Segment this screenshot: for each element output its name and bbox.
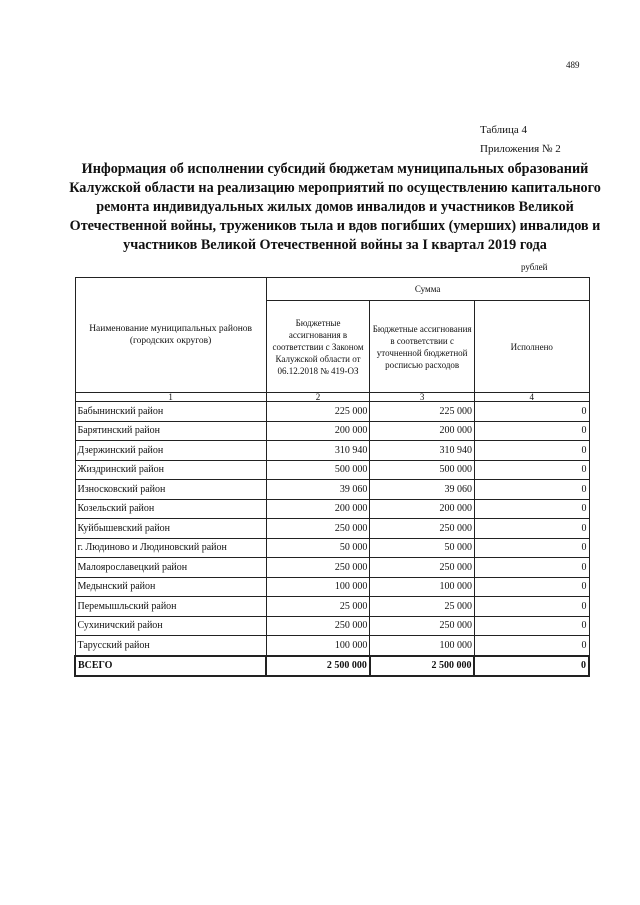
law-allocation: 100 000 <box>266 577 370 597</box>
law-allocation: 200 000 <box>266 421 370 441</box>
district-name: Барятинский район <box>75 421 266 441</box>
law-allocation: 50 000 <box>266 538 370 558</box>
table-row <box>75 519 589 539</box>
total-label: ВСЕГО <box>75 656 266 676</box>
district-name: Козельский район <box>75 499 266 519</box>
refined-allocation: 200 000 <box>370 499 475 519</box>
law-allocation: 250 000 <box>266 558 370 578</box>
column-number: 2 <box>266 393 370 402</box>
law-allocation: 100 000 <box>266 636 370 656</box>
table-row <box>75 480 589 500</box>
column-numbers-row <box>75 393 589 402</box>
refined-allocation: 500 000 <box>370 460 475 480</box>
executed: 0 <box>474 636 589 656</box>
subsidy-table <box>74 277 590 677</box>
executed: 0 <box>474 558 589 578</box>
header-col3: Бюджетные ассигнования в соответствии с уточненной бюджетной росписью расходов <box>370 301 475 393</box>
total-law-allocation: 2 500 000 <box>266 656 370 676</box>
executed: 0 <box>474 441 589 461</box>
executed: 0 <box>474 480 589 500</box>
refined-allocation: 39 060 <box>370 480 475 500</box>
column-number: 3 <box>370 393 475 402</box>
executed: 0 <box>474 402 589 422</box>
header-name: Наименование муниципальных районов (городских округов) <box>75 278 266 393</box>
table-row <box>75 636 589 656</box>
law-allocation: 200 000 <box>266 499 370 519</box>
column-number: 4 <box>474 393 589 402</box>
law-allocation: 250 000 <box>266 616 370 636</box>
refined-allocation: 250 000 <box>370 616 475 636</box>
refined-allocation: 100 000 <box>370 636 475 656</box>
law-allocation: 225 000 <box>266 402 370 422</box>
column-number: 1 <box>75 393 266 402</box>
law-allocation: 250 000 <box>266 519 370 539</box>
refined-allocation: 100 000 <box>370 577 475 597</box>
executed: 0 <box>474 577 589 597</box>
district-name: г. Людиново и Людиновский район <box>75 538 266 558</box>
refined-allocation: 25 000 <box>370 597 475 617</box>
document-title: Информация об исполнении субсидий бюджетам муниципальных образований Калужской области на реализацию мероприятий по осуществлению капитального ремонта индивидуальных жилых домов инвалидов и участников Великой Отечественной войны, тружеников тыла и вдов погибших (умерших) инвалидов и участников Великой Отечественной войны за I квартал 2019 года <box>69 161 601 253</box>
district-name: Дзержинский район <box>75 441 266 461</box>
district-name: Сухиничский район <box>75 616 266 636</box>
refined-allocation: 225 000 <box>370 402 475 422</box>
district-name: Медынский район <box>75 577 266 597</box>
executed: 0 <box>474 538 589 558</box>
executed: 0 <box>474 499 589 519</box>
district-name: Куйбышевский район <box>75 519 266 539</box>
page-number: 489 <box>566 60 580 70</box>
header-col4: Исполнено <box>474 301 589 393</box>
district-name: Бабынинский район <box>75 402 266 422</box>
executed: 0 <box>474 519 589 539</box>
table-row <box>75 558 589 578</box>
table-row <box>75 577 589 597</box>
table-row <box>75 616 589 636</box>
table-row <box>75 538 589 558</box>
law-allocation: 500 000 <box>266 460 370 480</box>
district-name: Перемышльский район <box>75 597 266 617</box>
law-allocation: 25 000 <box>266 597 370 617</box>
law-allocation: 39 060 <box>266 480 370 500</box>
table-row <box>75 597 589 617</box>
district-name: Малоярославецкий район <box>75 558 266 578</box>
executed: 0 <box>474 597 589 617</box>
total-row <box>75 656 589 676</box>
table-row <box>75 441 589 461</box>
total-refined-allocation: 2 500 000 <box>370 656 475 676</box>
total-executed: 0 <box>474 656 589 676</box>
header-sum: Сумма <box>266 278 589 301</box>
refined-allocation: 250 000 <box>370 519 475 539</box>
executed: 0 <box>474 460 589 480</box>
district-name: Тарусский район <box>75 636 266 656</box>
table-row <box>75 421 589 441</box>
appendix-label: Приложения № 2 <box>480 143 561 155</box>
table-row <box>75 402 589 422</box>
district-name: Износковский район <box>75 480 266 500</box>
refined-allocation: 50 000 <box>370 538 475 558</box>
table-row <box>75 460 589 480</box>
refined-allocation: 250 000 <box>370 558 475 578</box>
table-label: Таблица 4 <box>480 124 528 136</box>
table-row <box>75 499 589 519</box>
refined-allocation: 310 940 <box>370 441 475 461</box>
executed: 0 <box>474 616 589 636</box>
law-allocation: 310 940 <box>266 441 370 461</box>
header-col2: Бюджетные ассигнования в соответствии с Законом Калужской области от 06.12.2018 № 419-ОЗ <box>266 301 370 393</box>
district-name: Жиздринский район <box>75 460 266 480</box>
units-label: рублей <box>521 262 548 272</box>
executed: 0 <box>474 421 589 441</box>
refined-allocation: 200 000 <box>370 421 475 441</box>
